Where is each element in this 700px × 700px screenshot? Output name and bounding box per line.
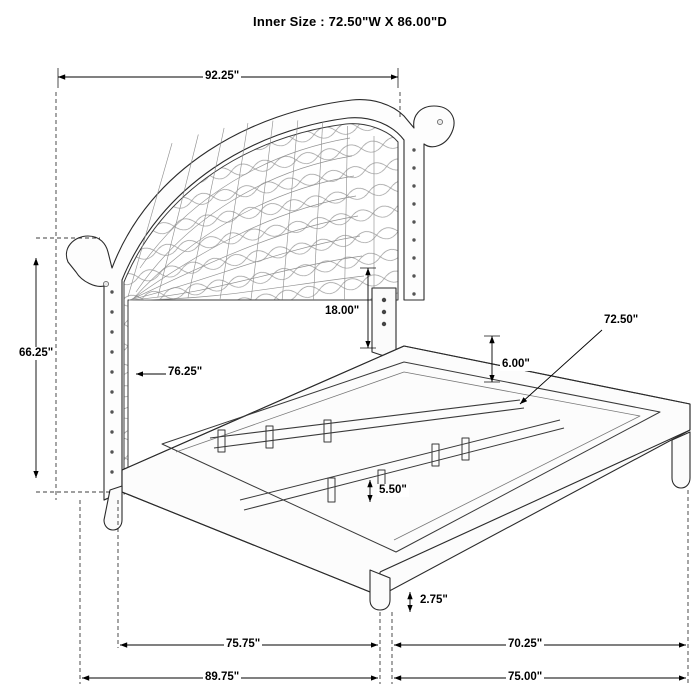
dim-overall-depth-left: 89.75" [205,671,240,683]
page-title: Inner Size : 72.50"W X 86.00"D [253,14,447,29]
dim-headboard-panel-width: 76.25" [168,366,203,378]
dim-overall-depth-right: 75.00" [508,671,543,683]
dim-overall-width-top: 92.25" [205,70,240,82]
dim-footprint-left: 75.75" [226,638,261,650]
dim-slat-thickness: 5.50" [379,484,407,496]
dim-footprint-right: 70.25" [508,638,543,650]
dim-headboard-height: 66.25" [19,347,54,359]
bed-illustration [66,100,690,610]
dim-inner-width-callout: 72.50" [604,314,639,326]
dim-rail-above-slats: 6.00" [502,358,530,370]
dim-leg-clearance: 2.75" [420,594,448,606]
dim-rail-to-headboard-top: 18.00" [325,305,360,317]
